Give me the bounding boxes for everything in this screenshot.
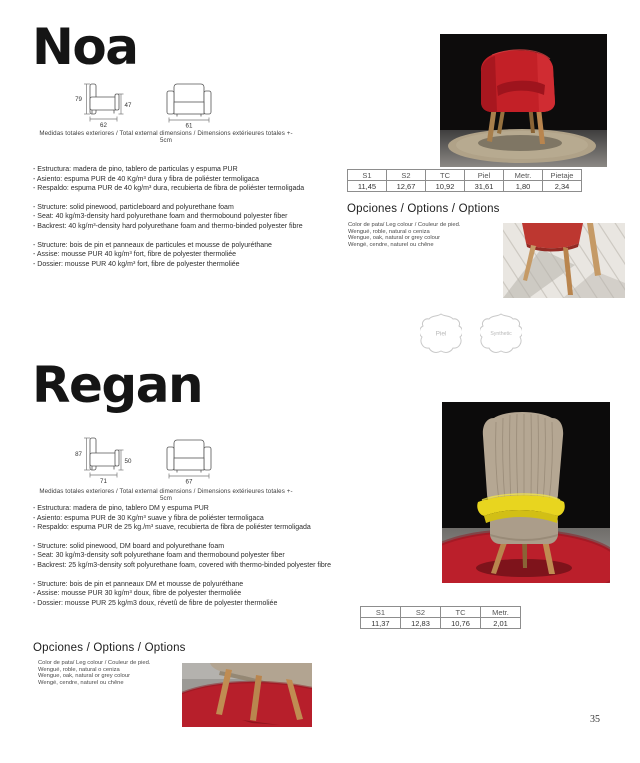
desc-line: - Structure: solid pinewood, particleboard and polyurethane foam	[33, 203, 234, 211]
description-regan	[33, 504, 339, 617]
desc-line: - Respaldo: espuma PUR de 40 kg/m³ dura, recubierta de fibra de poliéster termoligada	[33, 185, 305, 193]
desc-line: - Estructura: madera de pino, tablero de particulas y espuma PUR	[33, 166, 238, 173]
options-line: Wengé, cendre, naturel ou chêne	[348, 241, 434, 248]
col-s1: S1	[348, 170, 387, 181]
product-title-regan: Regan	[32, 356, 203, 414]
options-text-regan	[38, 660, 150, 686]
col-metr: Metr.	[504, 170, 543, 181]
options-line: Wengue, oak, natural or grey colour	[348, 235, 441, 242]
desc-line: - Dossier: mousse PUR 25 kg/m3 doux, révetû de fibre de polyester thermoliée	[33, 599, 278, 607]
badge-label-synthetic: Synthetic	[490, 331, 512, 337]
desc-line: - Estructura: madera de pino, tablero DM y espuma PUR	[33, 505, 209, 512]
desc-line: - Asiento: espuma PUR de 30 Kg/m³ suave y fibra de poliéster termoligaca	[33, 514, 264, 522]
table-value-row	[361, 618, 521, 629]
description-fr	[33, 241, 339, 270]
description-en	[33, 203, 339, 232]
dimension-diagram-regan	[70, 436, 220, 484]
detail-photo-noa	[503, 223, 625, 298]
dim-seat-label: 47	[124, 102, 132, 109]
desc-line: - Structure: bois de pin et panneaux de particules et mousse de polyuréthane	[33, 241, 272, 249]
desc-line: - Seat: 40 kg/m3-density hard polyurethane foam and thermobound polyester fiber	[33, 213, 288, 221]
val-pietaje: 2,34	[543, 181, 582, 192]
dimension-diagram-noa	[70, 80, 220, 128]
description-es	[33, 165, 339, 194]
desc-line: - Seat: 30 kg/m3-density soft polyurethane foam and thermobound polyester fiber	[33, 552, 285, 560]
options-line: Wengué, roble, natural o ceniza	[38, 666, 120, 673]
val-s2: 12,67	[387, 181, 426, 192]
val-metr: 2,01	[481, 618, 521, 629]
description-fr	[33, 580, 339, 609]
val-tc: 10,76	[441, 618, 481, 629]
dim-seat-label: 50	[124, 458, 132, 465]
col-s1: S1	[361, 607, 401, 618]
val-s1: 11,45	[348, 181, 387, 192]
desc-line: - Respaldo: espuma PUR de 25 kg./m³ suave, recubierta de fibra de poliéster termoligada	[33, 524, 311, 532]
detail-photo-regan	[182, 663, 312, 727]
dims-caption-noa: Medidas totales exteriores / Total external dimensions / Dimensions extérieures totales +- 5cm	[39, 130, 293, 144]
description-es	[33, 504, 339, 533]
col-tc: TC	[441, 607, 481, 618]
table-value-row	[348, 181, 582, 192]
desc-line: - Assise: mousse PUR 30 kg/m³ doux, fibre de polyester thermoliée	[33, 590, 242, 598]
product-title-noa: Noa	[32, 18, 138, 76]
dim-height-label: 79	[75, 96, 82, 103]
col-pietaje: Pietaje	[543, 170, 582, 181]
desc-line: - Assise: mousse PUR 40 kg/m³ fort, fibre de polyester thermoliée	[33, 251, 237, 259]
product-photo-regan	[442, 402, 610, 583]
price-table-noa	[347, 169, 582, 192]
desc-line: - Backrest: 40 kg/m³-density hard polyurethane foam and thermo-binded polyester fibre	[33, 222, 303, 230]
col-s2: S2	[387, 170, 426, 181]
val-tc: 10,92	[426, 181, 465, 192]
options-line: Wengé, cendre, naturel ou chêne	[38, 679, 124, 686]
desc-line: - Structure: solid pinewood, DM board and polyurethane foam	[33, 542, 225, 550]
dim-height-label: 87	[75, 451, 82, 458]
options-line: Color de pata/ Leg colour / Couleur de pied.	[38, 660, 151, 666]
col-s2: S2	[401, 607, 441, 618]
product-photo-noa	[440, 34, 607, 167]
dim-depth-label: 71	[100, 478, 107, 484]
val-s1: 11,37	[361, 618, 401, 629]
badge-label-piel: Piel	[435, 330, 447, 338]
table-header-row	[348, 170, 582, 181]
options-line: Wengué, roble, natural o ceniza	[348, 228, 430, 235]
description-en	[33, 542, 339, 571]
val-piel: 31,61	[465, 181, 504, 192]
options-text-noa	[348, 222, 460, 248]
val-s2: 12,83	[401, 618, 441, 629]
leather-badge-piel	[420, 311, 462, 355]
desc-line: - Backrest: 25 kg/m3-density soft polyurethane foam, covered with thermo-binded polyester fibre	[33, 561, 332, 569]
dim-width-label: 61	[185, 122, 193, 128]
page-number: 35	[590, 714, 600, 725]
col-metr: Metr.	[481, 607, 521, 618]
desc-line: - Dossier: mousse PUR 40 kg/m³ fort, fibre de polyester thermoliée	[33, 260, 240, 268]
table-header-row	[361, 607, 521, 618]
dims-caption-regan: Medidas totales exteriores / Total external dimensions / Dimensions extérieures totales +- 5cm	[39, 488, 293, 502]
description-noa	[33, 165, 339, 278]
options-heading-regan: Opciones / Options / Options	[33, 642, 186, 654]
col-tc: TC	[426, 170, 465, 181]
options-heading-noa: Opciones / Options / Options	[347, 203, 500, 215]
desc-line: - Asiento: espuma PUR de 40 Kg/m³ dura y fibra de poliéster termoligaca	[33, 175, 260, 183]
leather-badge-synthetic	[480, 311, 522, 355]
val-metr: 1,80	[504, 181, 543, 192]
col-piel: Piel	[465, 170, 504, 181]
dim-depth-label: 62	[100, 122, 107, 128]
price-table-regan	[360, 606, 521, 629]
options-line: Wengue, oak, natural or grey colour	[38, 673, 131, 680]
options-line: Color de pata/ Leg colour / Couleur de pied.	[348, 222, 461, 228]
desc-line: - Structure: bois de pin et panneaux DM et mousse de polyuréthane	[33, 580, 244, 588]
dim-width-label: 67	[185, 478, 193, 484]
